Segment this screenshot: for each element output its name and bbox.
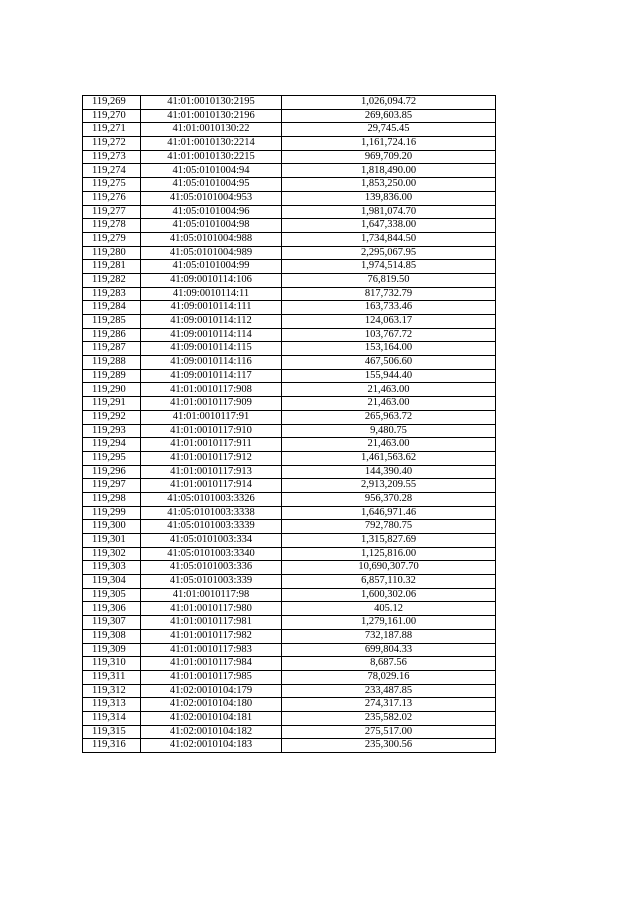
table-row xyxy=(83,342,496,356)
cadastral-number-cell: 41:01:0010117:911 xyxy=(141,438,282,452)
amount-cell: 1,600,302.06 xyxy=(282,588,496,602)
table-row xyxy=(83,246,496,260)
table-row xyxy=(83,739,496,753)
amount-cell: 103,767.72 xyxy=(282,328,496,342)
row-number-cell: 119,295 xyxy=(83,451,141,465)
row-number-cell: 119,286 xyxy=(83,328,141,342)
amount-cell: 969,709.20 xyxy=(282,150,496,164)
table-row xyxy=(83,725,496,739)
amount-cell: 2,913,209.55 xyxy=(282,479,496,493)
cadastral-number-cell: 41:09:0010114:116 xyxy=(141,356,282,370)
amount-cell: 9,480.75 xyxy=(282,424,496,438)
amount-cell: 21,463.00 xyxy=(282,383,496,397)
cadastral-number-cell: 41:01:0010117:980 xyxy=(141,602,282,616)
row-number-cell: 119,280 xyxy=(83,246,141,260)
cadastral-number-cell: 41:02:0010104:181 xyxy=(141,711,282,725)
row-number-cell: 119,315 xyxy=(83,725,141,739)
amount-cell: 153,164.00 xyxy=(282,342,496,356)
amount-cell: 235,582.02 xyxy=(282,711,496,725)
row-number-cell: 119,299 xyxy=(83,506,141,520)
row-number-cell: 119,289 xyxy=(83,369,141,383)
amount-cell: 817,732.79 xyxy=(282,287,496,301)
amount-cell: 78,029.16 xyxy=(282,670,496,684)
cadastral-number-cell: 41:05:0101003:334 xyxy=(141,534,282,548)
cadastral-number-cell: 41:01:0010130:22 xyxy=(141,123,282,137)
amount-cell: 233,487.85 xyxy=(282,684,496,698)
row-number-cell: 119,292 xyxy=(83,410,141,424)
table-row xyxy=(83,410,496,424)
row-number-cell: 119,282 xyxy=(83,273,141,287)
data-table xyxy=(82,95,496,753)
amount-cell: 1,125,816.00 xyxy=(282,547,496,561)
row-number-cell: 119,301 xyxy=(83,534,141,548)
cadastral-number-cell: 41:05:0101003:336 xyxy=(141,561,282,575)
row-number-cell: 119,272 xyxy=(83,137,141,151)
cadastral-number-cell: 41:05:0101004:95 xyxy=(141,178,282,192)
table-row xyxy=(83,602,496,616)
amount-cell: 144,390.40 xyxy=(282,465,496,479)
table-row xyxy=(83,575,496,589)
row-number-cell: 119,310 xyxy=(83,657,141,671)
row-number-cell: 119,302 xyxy=(83,547,141,561)
row-number-cell: 119,313 xyxy=(83,698,141,712)
amount-cell: 1,853,250.00 xyxy=(282,178,496,192)
row-number-cell: 119,312 xyxy=(83,684,141,698)
table-row xyxy=(83,657,496,671)
table-row xyxy=(83,219,496,233)
cadastral-number-cell: 41:05:0101004:96 xyxy=(141,205,282,219)
cadastral-number-cell: 41:01:0010130:2214 xyxy=(141,137,282,151)
amount-cell: 732,187.88 xyxy=(282,629,496,643)
amount-cell: 956,370.28 xyxy=(282,492,496,506)
amount-cell: 21,463.00 xyxy=(282,438,496,452)
row-number-cell: 119,284 xyxy=(83,301,141,315)
table-row xyxy=(83,424,496,438)
amount-cell: 155,944.40 xyxy=(282,369,496,383)
cadastral-number-cell: 41:01:0010117:98 xyxy=(141,588,282,602)
cadastral-number-cell: 41:05:0101004:98 xyxy=(141,219,282,233)
cadastral-number-cell: 41:09:0010114:11 xyxy=(141,287,282,301)
row-number-cell: 119,290 xyxy=(83,383,141,397)
amount-cell: 1,974,514.85 xyxy=(282,260,496,274)
amount-cell: 8,687.56 xyxy=(282,657,496,671)
table-row xyxy=(83,150,496,164)
table-row xyxy=(83,397,496,411)
table-row xyxy=(83,356,496,370)
cadastral-number-cell: 41:05:0101003:3340 xyxy=(141,547,282,561)
table-row xyxy=(83,506,496,520)
table-row xyxy=(83,698,496,712)
table-row xyxy=(83,684,496,698)
cadastral-number-cell: 41:05:0101003:339 xyxy=(141,575,282,589)
table-row xyxy=(83,711,496,725)
cadastral-number-cell: 41:01:0010117:983 xyxy=(141,643,282,657)
amount-cell: 235,300.56 xyxy=(282,739,496,753)
cadastral-number-cell: 41:01:0010130:2215 xyxy=(141,150,282,164)
row-number-cell: 119,271 xyxy=(83,123,141,137)
cadastral-number-cell: 41:09:0010114:117 xyxy=(141,369,282,383)
table-row xyxy=(83,287,496,301)
cadastral-number-cell: 41:09:0010114:111 xyxy=(141,301,282,315)
table-row xyxy=(83,383,496,397)
table-row xyxy=(83,534,496,548)
cadastral-number-cell: 41:01:0010117:908 xyxy=(141,383,282,397)
table-row xyxy=(83,616,496,630)
amount-cell: 124,063.17 xyxy=(282,315,496,329)
amount-cell: 269,603.85 xyxy=(282,109,496,123)
row-number-cell: 119,277 xyxy=(83,205,141,219)
table-row xyxy=(83,369,496,383)
cadastral-number-cell: 41:01:0010117:914 xyxy=(141,479,282,493)
row-number-cell: 119,274 xyxy=(83,164,141,178)
amount-cell: 76,819.50 xyxy=(282,273,496,287)
row-number-cell: 119,281 xyxy=(83,260,141,274)
cadastral-number-cell: 41:05:0101003:3338 xyxy=(141,506,282,520)
row-number-cell: 119,293 xyxy=(83,424,141,438)
table-row xyxy=(83,629,496,643)
row-number-cell: 119,305 xyxy=(83,588,141,602)
table-row xyxy=(83,465,496,479)
row-number-cell: 119,275 xyxy=(83,178,141,192)
cadastral-number-cell: 41:05:0101004:989 xyxy=(141,246,282,260)
row-number-cell: 119,278 xyxy=(83,219,141,233)
table-row xyxy=(83,328,496,342)
table-row xyxy=(83,520,496,534)
cadastral-number-cell: 41:05:0101004:953 xyxy=(141,191,282,205)
cadastral-number-cell: 41:01:0010130:2195 xyxy=(141,96,282,110)
row-number-cell: 119,283 xyxy=(83,287,141,301)
amount-cell: 139,836.00 xyxy=(282,191,496,205)
cadastral-number-cell: 41:01:0010117:912 xyxy=(141,451,282,465)
table-row xyxy=(83,451,496,465)
cadastral-number-cell: 41:05:0101003:3326 xyxy=(141,492,282,506)
row-number-cell: 119,316 xyxy=(83,739,141,753)
table-row xyxy=(83,315,496,329)
amount-cell: 29,745.45 xyxy=(282,123,496,137)
cadastral-number-cell: 41:01:0010130:2196 xyxy=(141,109,282,123)
cadastral-number-cell: 41:09:0010114:115 xyxy=(141,342,282,356)
amount-cell: 2,295,067.95 xyxy=(282,246,496,260)
cadastral-number-cell: 41:02:0010104:182 xyxy=(141,725,282,739)
table-row xyxy=(83,301,496,315)
amount-cell: 275,517.00 xyxy=(282,725,496,739)
cadastral-number-cell: 41:01:0010117:910 xyxy=(141,424,282,438)
table-row xyxy=(83,260,496,274)
table-row xyxy=(83,588,496,602)
cadastral-number-cell: 41:01:0010117:981 xyxy=(141,616,282,630)
cadastral-number-cell: 41:05:0101004:99 xyxy=(141,260,282,274)
amount-cell: 1,647,338.00 xyxy=(282,219,496,233)
row-number-cell: 119,288 xyxy=(83,356,141,370)
cadastral-number-cell: 41:02:0010104:180 xyxy=(141,698,282,712)
row-number-cell: 119,270 xyxy=(83,109,141,123)
amount-cell: 1,279,161.00 xyxy=(282,616,496,630)
cadastral-number-cell: 41:05:0101004:988 xyxy=(141,232,282,246)
row-number-cell: 119,296 xyxy=(83,465,141,479)
row-number-cell: 119,311 xyxy=(83,670,141,684)
row-number-cell: 119,291 xyxy=(83,397,141,411)
amount-cell: 1,161,724.16 xyxy=(282,137,496,151)
amount-cell: 699,804.33 xyxy=(282,643,496,657)
amount-cell: 1,981,074.70 xyxy=(282,205,496,219)
table-row xyxy=(83,96,496,110)
cadastral-number-cell: 41:01:0010117:91 xyxy=(141,410,282,424)
cadastral-number-cell: 41:01:0010117:909 xyxy=(141,397,282,411)
cadastral-number-cell: 41:01:0010117:985 xyxy=(141,670,282,684)
table-row xyxy=(83,205,496,219)
amount-cell: 1,818,490.00 xyxy=(282,164,496,178)
cadastral-number-cell: 41:01:0010117:913 xyxy=(141,465,282,479)
row-number-cell: 119,273 xyxy=(83,150,141,164)
amount-cell: 21,463.00 xyxy=(282,397,496,411)
row-number-cell: 119,307 xyxy=(83,616,141,630)
table-row xyxy=(83,438,496,452)
table-row xyxy=(83,643,496,657)
amount-cell: 10,690,307.70 xyxy=(282,561,496,575)
table-row xyxy=(83,109,496,123)
table-row xyxy=(83,123,496,137)
row-number-cell: 119,276 xyxy=(83,191,141,205)
row-number-cell: 119,287 xyxy=(83,342,141,356)
cadastral-number-cell: 41:09:0010114:114 xyxy=(141,328,282,342)
table-row xyxy=(83,273,496,287)
row-number-cell: 119,269 xyxy=(83,96,141,110)
row-number-cell: 119,306 xyxy=(83,602,141,616)
amount-cell: 467,506.60 xyxy=(282,356,496,370)
row-number-cell: 119,314 xyxy=(83,711,141,725)
cadastral-number-cell: 41:05:0101004:94 xyxy=(141,164,282,178)
cadastral-number-cell: 41:01:0010117:984 xyxy=(141,657,282,671)
row-number-cell: 119,304 xyxy=(83,575,141,589)
table-row xyxy=(83,479,496,493)
row-number-cell: 119,308 xyxy=(83,629,141,643)
cadastral-number-cell: 41:02:0010104:183 xyxy=(141,739,282,753)
amount-cell: 405.12 xyxy=(282,602,496,616)
amount-cell: 1,646,971.46 xyxy=(282,506,496,520)
row-number-cell: 119,279 xyxy=(83,232,141,246)
cadastral-number-cell: 41:01:0010117:982 xyxy=(141,629,282,643)
amount-cell: 1,734,844.50 xyxy=(282,232,496,246)
amount-cell: 1,026,094.72 xyxy=(282,96,496,110)
table-row xyxy=(83,232,496,246)
amount-cell: 274,317.13 xyxy=(282,698,496,712)
row-number-cell: 119,300 xyxy=(83,520,141,534)
table-row xyxy=(83,670,496,684)
row-number-cell: 119,294 xyxy=(83,438,141,452)
table-row xyxy=(83,191,496,205)
table-row xyxy=(83,164,496,178)
table-body xyxy=(83,96,496,753)
amount-cell: 163,733.46 xyxy=(282,301,496,315)
cadastral-number-cell: 41:09:0010114:106 xyxy=(141,273,282,287)
amount-cell: 792,780.75 xyxy=(282,520,496,534)
row-number-cell: 119,309 xyxy=(83,643,141,657)
table-row xyxy=(83,547,496,561)
cadastral-number-cell: 41:05:0101003:3339 xyxy=(141,520,282,534)
cadastral-number-cell: 41:09:0010114:112 xyxy=(141,315,282,329)
cadastral-number-cell: 41:02:0010104:179 xyxy=(141,684,282,698)
amount-cell: 6,857,110.32 xyxy=(282,575,496,589)
row-number-cell: 119,303 xyxy=(83,561,141,575)
table-row xyxy=(83,561,496,575)
table-row xyxy=(83,492,496,506)
amount-cell: 265,963.72 xyxy=(282,410,496,424)
table-row xyxy=(83,137,496,151)
amount-cell: 1,461,563.62 xyxy=(282,451,496,465)
table-row xyxy=(83,178,496,192)
row-number-cell: 119,297 xyxy=(83,479,141,493)
row-number-cell: 119,285 xyxy=(83,315,141,329)
row-number-cell: 119,298 xyxy=(83,492,141,506)
amount-cell: 1,315,827.69 xyxy=(282,534,496,548)
